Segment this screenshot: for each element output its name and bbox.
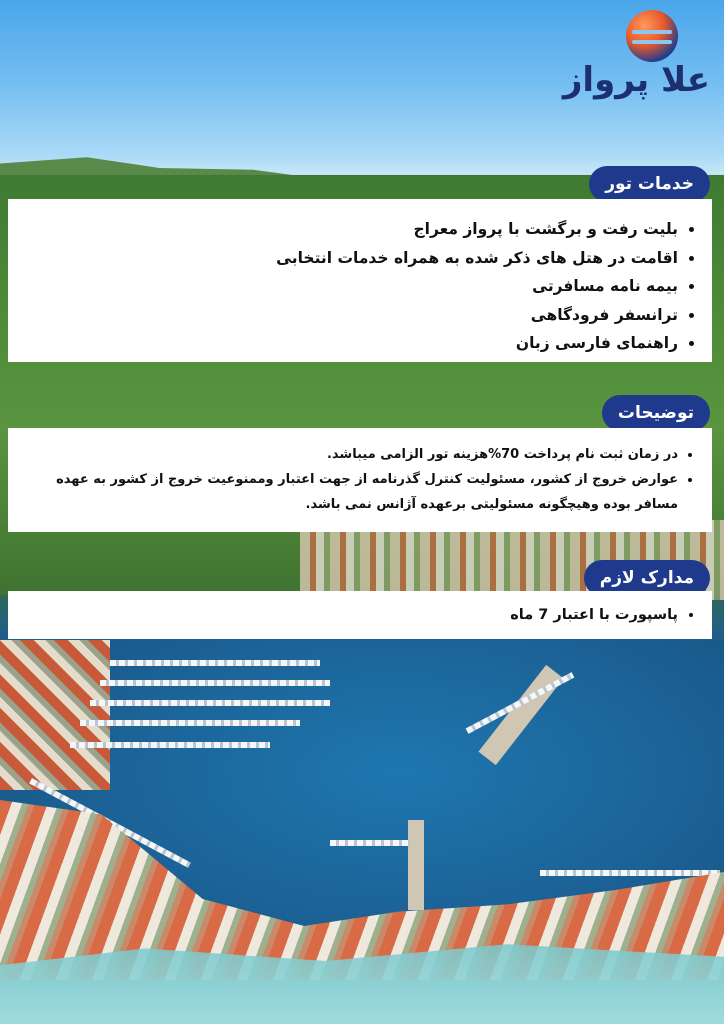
background-marina: [90, 700, 330, 706]
list-item: • در زمان ثبت نام پرداخت 70%هزینه تور الزامی میباشد.: [18, 442, 678, 467]
list-item: • پاسپورت با اعتبار 7 ماه: [18, 602, 678, 628]
list-item: • بیمه نامه مسافرتی: [18, 272, 678, 301]
list-item: • بلیت رفت و برگشت با پرواز معراج: [18, 215, 678, 244]
background-marina: [110, 660, 320, 666]
documents-panel: [8, 591, 712, 639]
background-marina: [330, 840, 410, 846]
background-marina: [80, 720, 300, 726]
list-item: • اقامت در هتل های ذکر شده به همراه خدمات انتخابی: [18, 244, 678, 273]
background-pier: [408, 820, 424, 910]
list-item: • عوارض خروج از کشور، مسئولیت کنترل گذرنامه از جهت اعتبار وممنوعیت خروج از کشور به عهده مسافر بوده وهیچگونه مسئولیتی برعهده آژانس نمی باشد.: [18, 467, 678, 517]
background-marina: [540, 870, 720, 876]
notes-title: توضیحات: [602, 395, 710, 431]
airplane-swoosh-logo-icon: [626, 10, 678, 62]
brand-name: علا پرواز: [562, 60, 710, 100]
list-item: • ترانسفر فرودگاهی: [18, 301, 678, 330]
notes-list: [8, 442, 712, 517]
services-panel: [8, 199, 712, 362]
notes-panel: [8, 428, 712, 532]
documents-list: [8, 602, 712, 628]
documents-title: مدارک لازم: [584, 560, 710, 596]
background-marina: [100, 680, 330, 686]
services-title: خدمات تور: [589, 166, 710, 202]
background-shore-left: [0, 640, 110, 790]
background-marina: [70, 742, 270, 748]
brand-logo: [562, 4, 716, 114]
services-list: [8, 215, 712, 358]
list-item: • راهنمای فارسی زبان: [18, 329, 678, 358]
